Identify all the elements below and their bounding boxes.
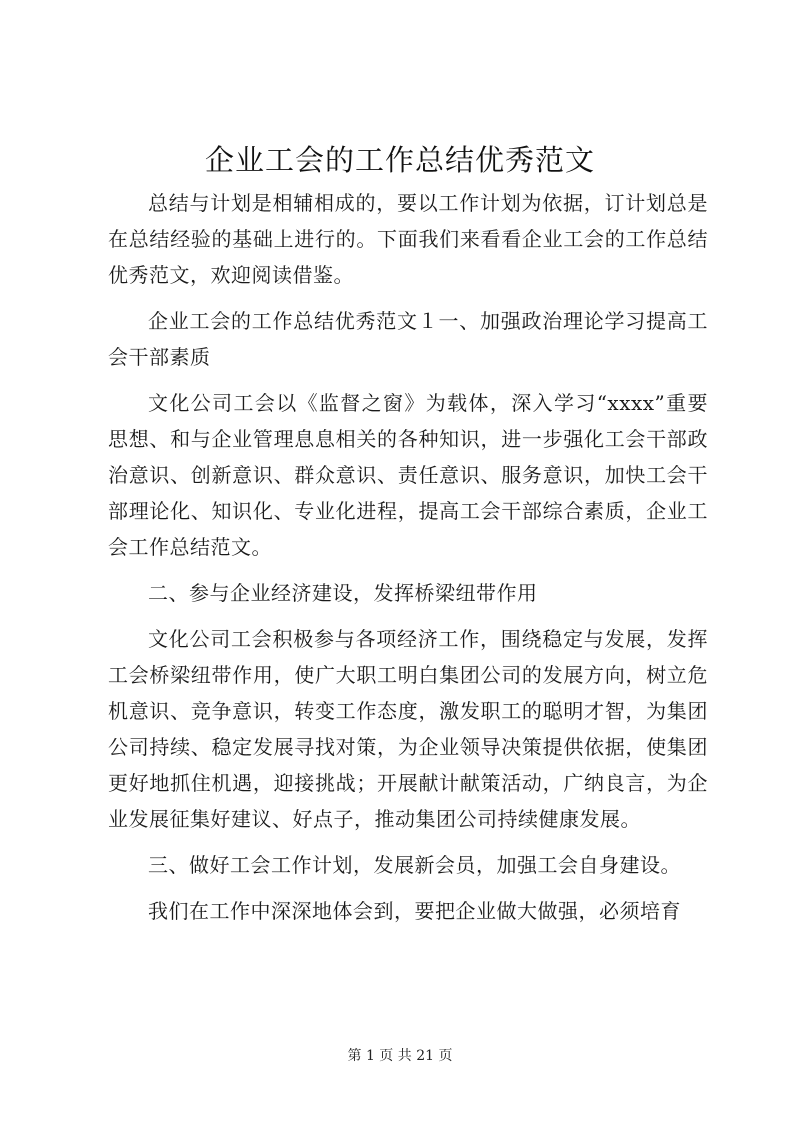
paragraph-section-2-heading: 二、参与企业经济建设，发挥桥梁纽带作用 (148, 581, 538, 605)
page-number-footer: 第 1 页 共 21 页 (347, 1048, 453, 1064)
paragraph-intro: 总结与计划是相辅相成的，要以工作计划为依据，订计划总是在总结经验的基础上进行的。下面我们来看看企业工会的工作总结优秀范文，欢迎阅读借鉴。 (108, 191, 708, 287)
paragraph-section-3-body: 我们在工作中深深地体会到，要把企业做大做强，必须培育 (148, 899, 681, 923)
document-body (108, 185, 708, 939)
paragraph-section-3-heading: 三、做好工会工作计划，发展新会员，加强工会自身建设。 (148, 853, 681, 877)
paragraph-section-1-body: 文化公司工会以《监督之窗》为载体，深入学习“xxxx”重要思想、和与企业管理息息相关的各种知识，进一步强化工会干部政治意识、创新意识、群众意识、责任意识、服务意识，加快工会干部理论化、知识化、专业化进程，提高工会干部综合素质，企业工会工作总结范文。 (108, 391, 708, 559)
document-title: 企业工会的工作总结优秀范文 (204, 143, 595, 177)
paragraph-section-2-body: 文化公司工会积极参与各项经济工作，围绕稳定与发展，发挥工会桥梁纽带作用，使广大职工明白集团公司的发展方向，树立危机意识、竞争意识，转变工作态度，激发职工的聪明才智，为集团公司持续、稳定发展寻找对策，为企业领导决策提供依据，使集团更好地抓住机遇，迎接挑战；开展献计献策活动，广纳良言，为企业发展征集好建议、好点子，推动集团公司持续健康发展。 (108, 627, 708, 831)
paragraph-section-1-heading: 企业工会的工作总结优秀范文１一、加强政治理论学习提高工会干部素质 (108, 309, 708, 369)
